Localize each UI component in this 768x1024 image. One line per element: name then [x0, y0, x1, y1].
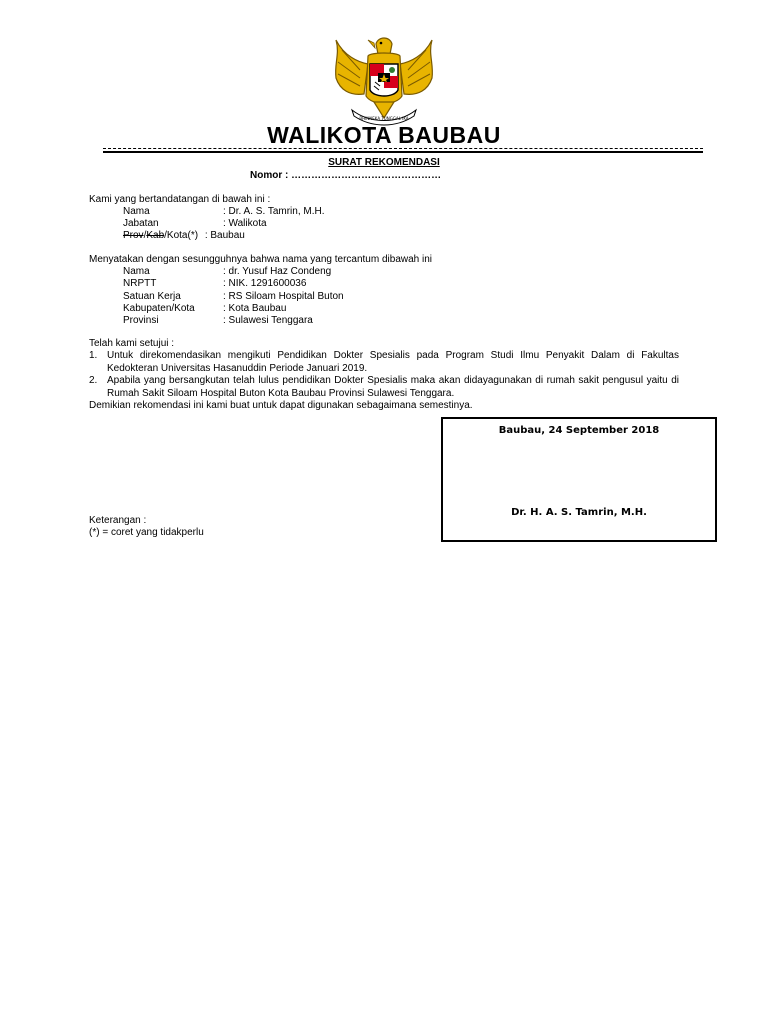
signer-jabatan-label: Jabatan [123, 218, 159, 229]
nomor-label: Nomor : [250, 170, 289, 181]
notes-label: Keterangan : [89, 515, 147, 526]
signature-box [441, 417, 717, 542]
agreement-item-number: 1. [89, 350, 98, 361]
region-sep: / [143, 230, 147, 241]
agreement-item-text: Untuk direkomendasikan mengikuti Pendidikan Dokter Spesialis pada Program Studi Ilmu Penyakit Dalam di Fakultas Kedokteran Universitas Hasanuddin Periode Januari 2019. [107, 350, 679, 374]
subject-row [123, 303, 287, 314]
notes-text: (*) = coret yang tidakperlu [89, 527, 204, 538]
region-rest: /Kota(*) [164, 230, 199, 241]
subject-label: NRPTT [123, 278, 157, 289]
subject-row [123, 315, 313, 326]
subject-value: : NIK. 1291600036 [223, 278, 307, 289]
subject-label: Satuan Kerja [123, 291, 181, 302]
signer-region-value: : Baubau [204, 230, 245, 241]
agreement-item-text: Apabila yang bersangkutan telah lulus pendidikan Dokter Spesialis maka akan didayagunakan di rumah sakit pengusul yaitu di Rumah Sakit Siloam Hospital Buton Kota Baubau Provinsi Sulawesi Tenggara. [107, 375, 679, 399]
subject-label: Nama [123, 266, 150, 277]
region-kab-struck: Kab [146, 230, 165, 241]
signer-region-label [123, 230, 198, 241]
header-divider-dashed [103, 148, 703, 149]
subject-value: : Kota Baubau [223, 303, 287, 314]
page-title: WALIKOTA BAUBAU [267, 122, 501, 148]
document-number [250, 170, 441, 181]
document-title: SURAT REKOMENDASI [328, 157, 440, 168]
subject-value: : Sulawesi Tenggara [223, 315, 313, 326]
garuda-emblem-icon [330, 34, 438, 126]
agreement-intro: Telah kami setujui : [89, 338, 175, 349]
subject-row [123, 278, 307, 289]
emblem-motto: BHINNEKA TUNGGAL IKA [359, 116, 409, 121]
subject-value: : RS Siloam Hospital Buton [223, 291, 344, 302]
signer-jabatan-row [123, 218, 267, 229]
subject-row [123, 291, 344, 302]
subject-label: Provinsi [123, 315, 159, 326]
signer-nama-value: : Dr. A. S. Tamrin, M.H. [223, 206, 325, 217]
agreement-item [89, 350, 679, 375]
signer-region-row [123, 230, 245, 241]
agreement-item [89, 375, 679, 400]
subject-label: Kabupaten/Kota [123, 303, 195, 314]
signature-name: Dr. H. A. S. Tamrin, M.H. [511, 507, 647, 518]
signer-nama-label: Nama [123, 206, 150, 217]
closing-statement: Demikian rekomendasi ini kami buat untuk dapat digunakan sebagaimana semestinya. [89, 400, 473, 411]
signer-intro: Kami yang bertandatangan di bawah ini : [89, 194, 271, 205]
subject-intro: Menyatakan dengan sesungguhnya bahwa nama yang tercantum dibawah ini [89, 254, 433, 265]
signer-jabatan-value: : Walikota [223, 218, 267, 229]
signature-date: Baubau, 24 September 2018 [498, 425, 660, 436]
subject-value: : dr. Yusuf Haz Condeng [223, 266, 332, 277]
nomor-value: ……………………………………… [291, 170, 442, 181]
region-prov-struck: Prov [123, 230, 144, 241]
subject-row [123, 266, 332, 277]
header-divider-solid [103, 151, 703, 153]
signer-nama-row [123, 206, 325, 217]
agreement-item-number: 2. [89, 375, 98, 386]
